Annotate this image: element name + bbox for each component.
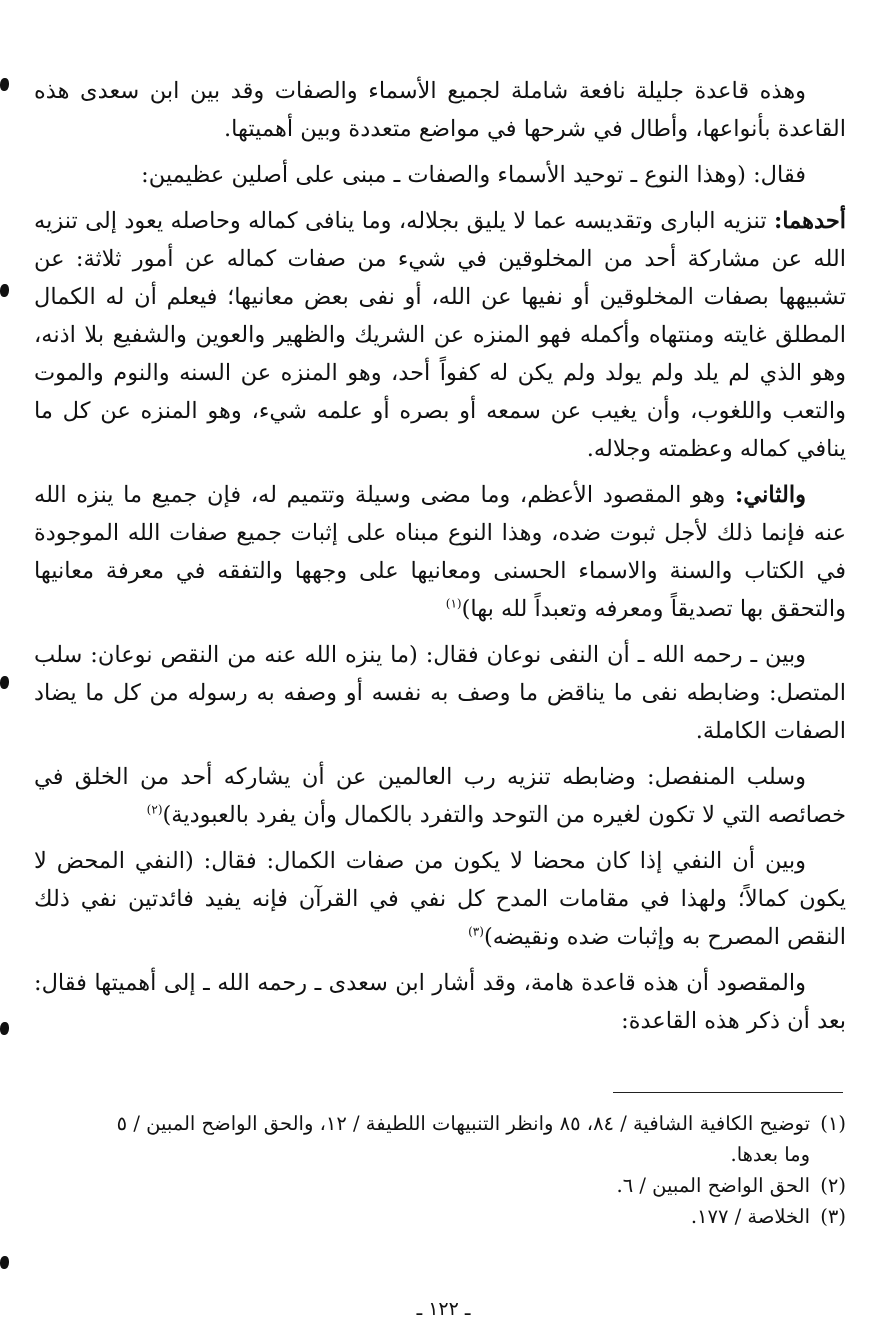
page-number: ـ ١٢٢ ـ: [416, 1298, 471, 1320]
paragraph-text: وبين أن النفي إذا كان محضا لا يكون من صفات الكمال: فقال: (النفي المحض لا يكون كمالاً؛ ولهذا في مقامات المدح كل نفي في القرآن فإنه يفيد فائدتين نفي ذلك النقص المصرح به وإثبات ضده ونقيضه): [34, 848, 846, 950]
paragraph: وبين ـ رحمه الله ـ أن النفى نوعان فقال: (ما ينزه الله عنه من النقص نوعان: سلب المتصل: وضابطه نفى ما يناقض ما وصف به نفسه أو وصفه به رسوله من كل ما يضاد الصفات الكاملة.: [34, 642, 846, 744]
footnote-continuation: وما بعدها.: [730, 1143, 810, 1166]
paragraph: فقال: (وهذا النوع ـ توحيد الأسماء والصفات ـ مبنى على أصلين عظيمين:: [141, 162, 806, 188]
paragraph-text: وهو المقصود الأعظم، وما مضى وسيلة وتتميم له، فإن جميع ما ينزه الله عنه فإنما ذلك لأجل ثبوت ضده، وهذا النوع مبناه على إثبات جميع صفات الله الموجودة في الكتاب والسنة والاسماء الحسنى ومعانيها على وجهها والتفقه في معرفة معانيها والتحقق بها تصديقاً ومعرفه وتعبداً لله بها): [34, 482, 846, 622]
footnote-text: الحق الواضح المبين / ٦.: [616, 1174, 810, 1197]
scan-mark: [0, 676, 9, 689]
footnote-number: (٢): [820, 1174, 846, 1197]
footnote-reference: (٣): [468, 924, 484, 939]
footnote: [34, 1201, 846, 1232]
footnote-text: الخلاصة / ١٧٧.: [690, 1205, 810, 1228]
footnote-divider: [613, 1092, 843, 1093]
scan-mark: [0, 284, 9, 297]
scan-mark: [0, 78, 9, 91]
paragraph: [34, 842, 846, 956]
scan-mark: [0, 1256, 9, 1269]
paragraph-lead: والثاني:: [735, 482, 806, 508]
footnote-text: توضيح الكافية الشافية / ٨٤، ٨٥ وانظر التنبيهات اللطيفة / ١٢، والحق الواضح المبين / ٥: [116, 1112, 810, 1135]
footnote-number: (٣): [820, 1205, 846, 1228]
footnote-reference: (١): [445, 596, 462, 611]
paragraph: [34, 476, 846, 628]
footnote-number: (١): [820, 1112, 846, 1135]
paragraph: [34, 202, 846, 468]
footnote-reference: (٢): [146, 802, 163, 817]
paragraph: وهذه قاعدة جليلة نافعة شاملة لجميع الأسماء والصفات وقد بين ابن سعدى هذه القاعدة بأنواعها، وأطال في شرحها في مواضع متعددة وبين أهميتها.: [34, 78, 846, 142]
scan-mark: [0, 1022, 9, 1035]
main-text: [34, 72, 846, 1048]
paragraph-text: وسلب المنفصل: وضابطه تنزيه رب العالمين عن أن يشاركه أحد من الخلق في خصائصه التي لا تكون لغيره من التوحد والتفرد بالكمال وأن يفرد بالعبودية): [34, 764, 846, 828]
footnote: [34, 1108, 846, 1139]
footnotes: [34, 1108, 846, 1232]
paragraph: [34, 758, 846, 834]
footnote: [34, 1170, 846, 1201]
paragraph-text: تنزيه البارى وتقديسه عما لا يليق بجلاله، وما ينافى كماله وحاصله يعود إلى تنزيه الله عن مشاركة أحد من المخلوقين في شيء من صفات كماله عن أمور ثلاثة: عن تشبيهها بصفات المخلوقين أو نفيها عن الله، أو نفى بعض معانيها؛ فيعلم أن له الكمال المطلق غايته ومنتهاه وأكمله فهو المنزه عن الشريك والظهير والعوين والشفيع بلا اذنه، وهو الذي لم يلد ولم يولد ولم يكن له كفواً أحد، وهو المنزه عن السنه والنوم والموت والتعب واللغوب، وأن يغيب عن سمعه أو بصره أو علمه شيء، وهو المنزه عن كل ما ينافي كماله وعظمته وجلاله.: [34, 208, 846, 462]
paragraph: والمقصود أن هذه قاعدة هامة، وقد أشار ابن سعدى ـ رحمه الله ـ إلى أهميتها فقال: بعد أن ذكر هذه القاعدة:: [34, 970, 846, 1034]
paragraph-lead: أحدهما:: [773, 208, 846, 234]
